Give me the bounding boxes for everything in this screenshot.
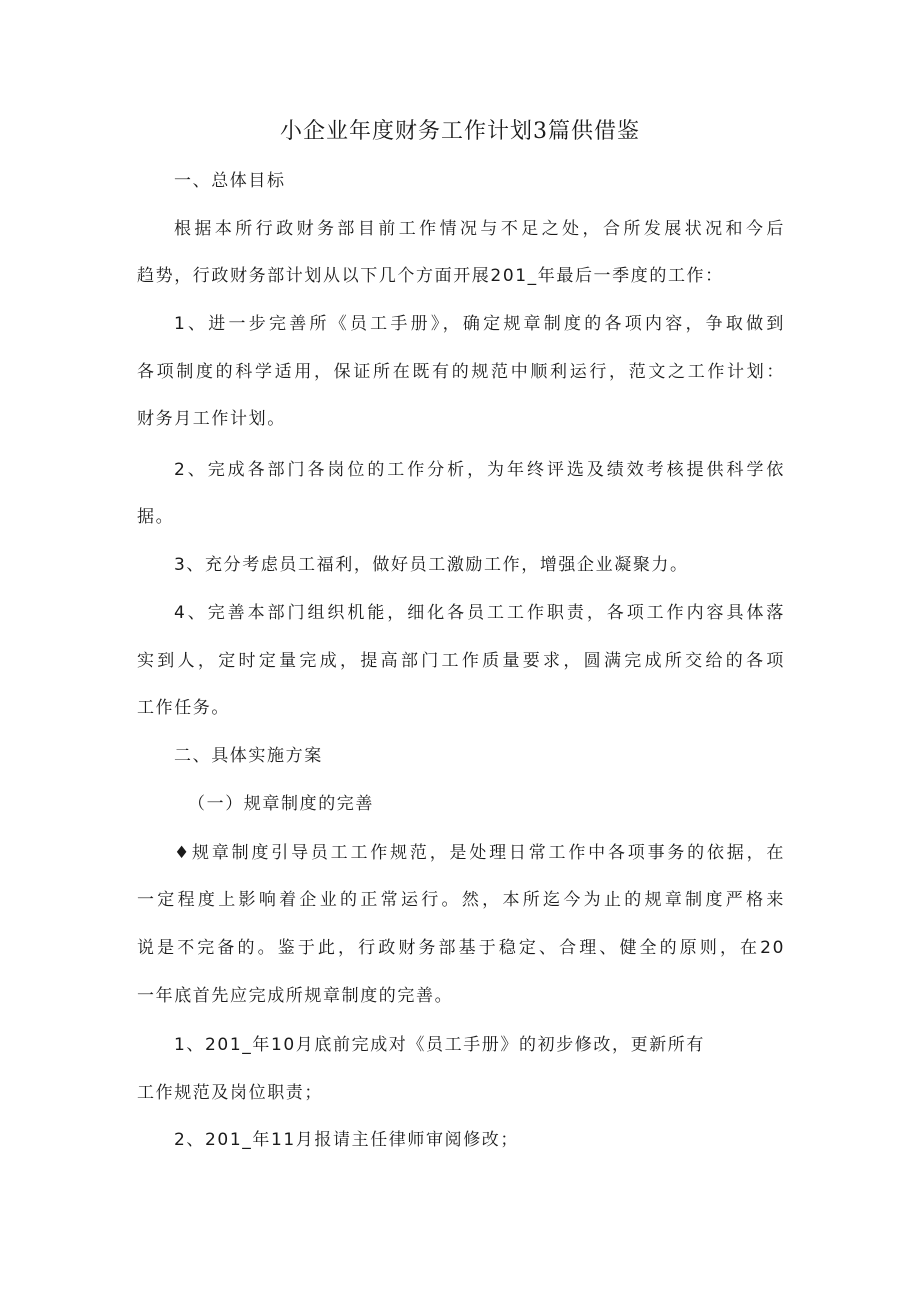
list-item-line: 2、201_年11月报请主任律师审阅修改； <box>174 1130 519 1150</box>
list-item-line: 据。 <box>137 507 175 527</box>
list-item-line: 各项制度的科学适用，保证所在既有的规范中顺利运行，范文之工作计划： <box>137 362 785 382</box>
list-item-line: 财务月工作计划。 <box>137 409 286 429</box>
list-item-line: 实到人，定时定量完成，提高部门工作质量要求，圆满完成所交给的各项 <box>137 651 785 671</box>
paragraph-line: 根据本所行政财务部目前工作情况与不足之处，合所发展状况和今后 <box>174 219 785 239</box>
section-heading: 二、具体实施方案 <box>174 746 323 766</box>
paragraph-line: 说是不完备的。鉴于此，行政财务部基于稳定、合理、健全的原则，在20 <box>137 938 785 958</box>
list-item-line: 2、完成各部门各岗位的工作分析，为年终评选及绩效考核提供科学依 <box>174 460 785 480</box>
list-item-line: 1、201_年10月底前完成对《员工手册》的初步修改，更新所有 <box>174 1035 705 1055</box>
paragraph-line: ♦规章制度引导员工工作规范，是处理日常工作中各项事务的依据，在 <box>174 843 785 863</box>
paragraph-line: 趋势，行政财务部计划从以下几个方面开展201_年最后一季度的工作： <box>137 266 724 286</box>
list-item-line: 4、完善本部门组织机能，细化各员工工作职责，各项工作内容具体落 <box>174 603 785 623</box>
paragraph-line: 一定程度上影响着企业的正常运行。然，本所迄今为止的规章制度严格来 <box>137 890 785 910</box>
list-item-line: 3、充分考虑员工福利，做好员工激励工作，增强企业凝聚力。 <box>174 555 689 575</box>
section-heading: 一、总体目标 <box>174 171 286 191</box>
list-item-line: 工作任务。 <box>137 698 230 718</box>
paragraph-line: 一年底首先应完成所规章制度的完善。 <box>137 986 454 1006</box>
list-item-line: 工作规范及岗位职责； <box>137 1083 323 1103</box>
document-title: 小企业年度财务工作计划3篇供借鉴 <box>280 119 640 144</box>
list-item-line: 1、进一步完善所《员工手册》，确定规章制度的各项内容，争取做到 <box>174 314 785 334</box>
subsection-heading: （一）规章制度的完善 <box>188 794 374 814</box>
